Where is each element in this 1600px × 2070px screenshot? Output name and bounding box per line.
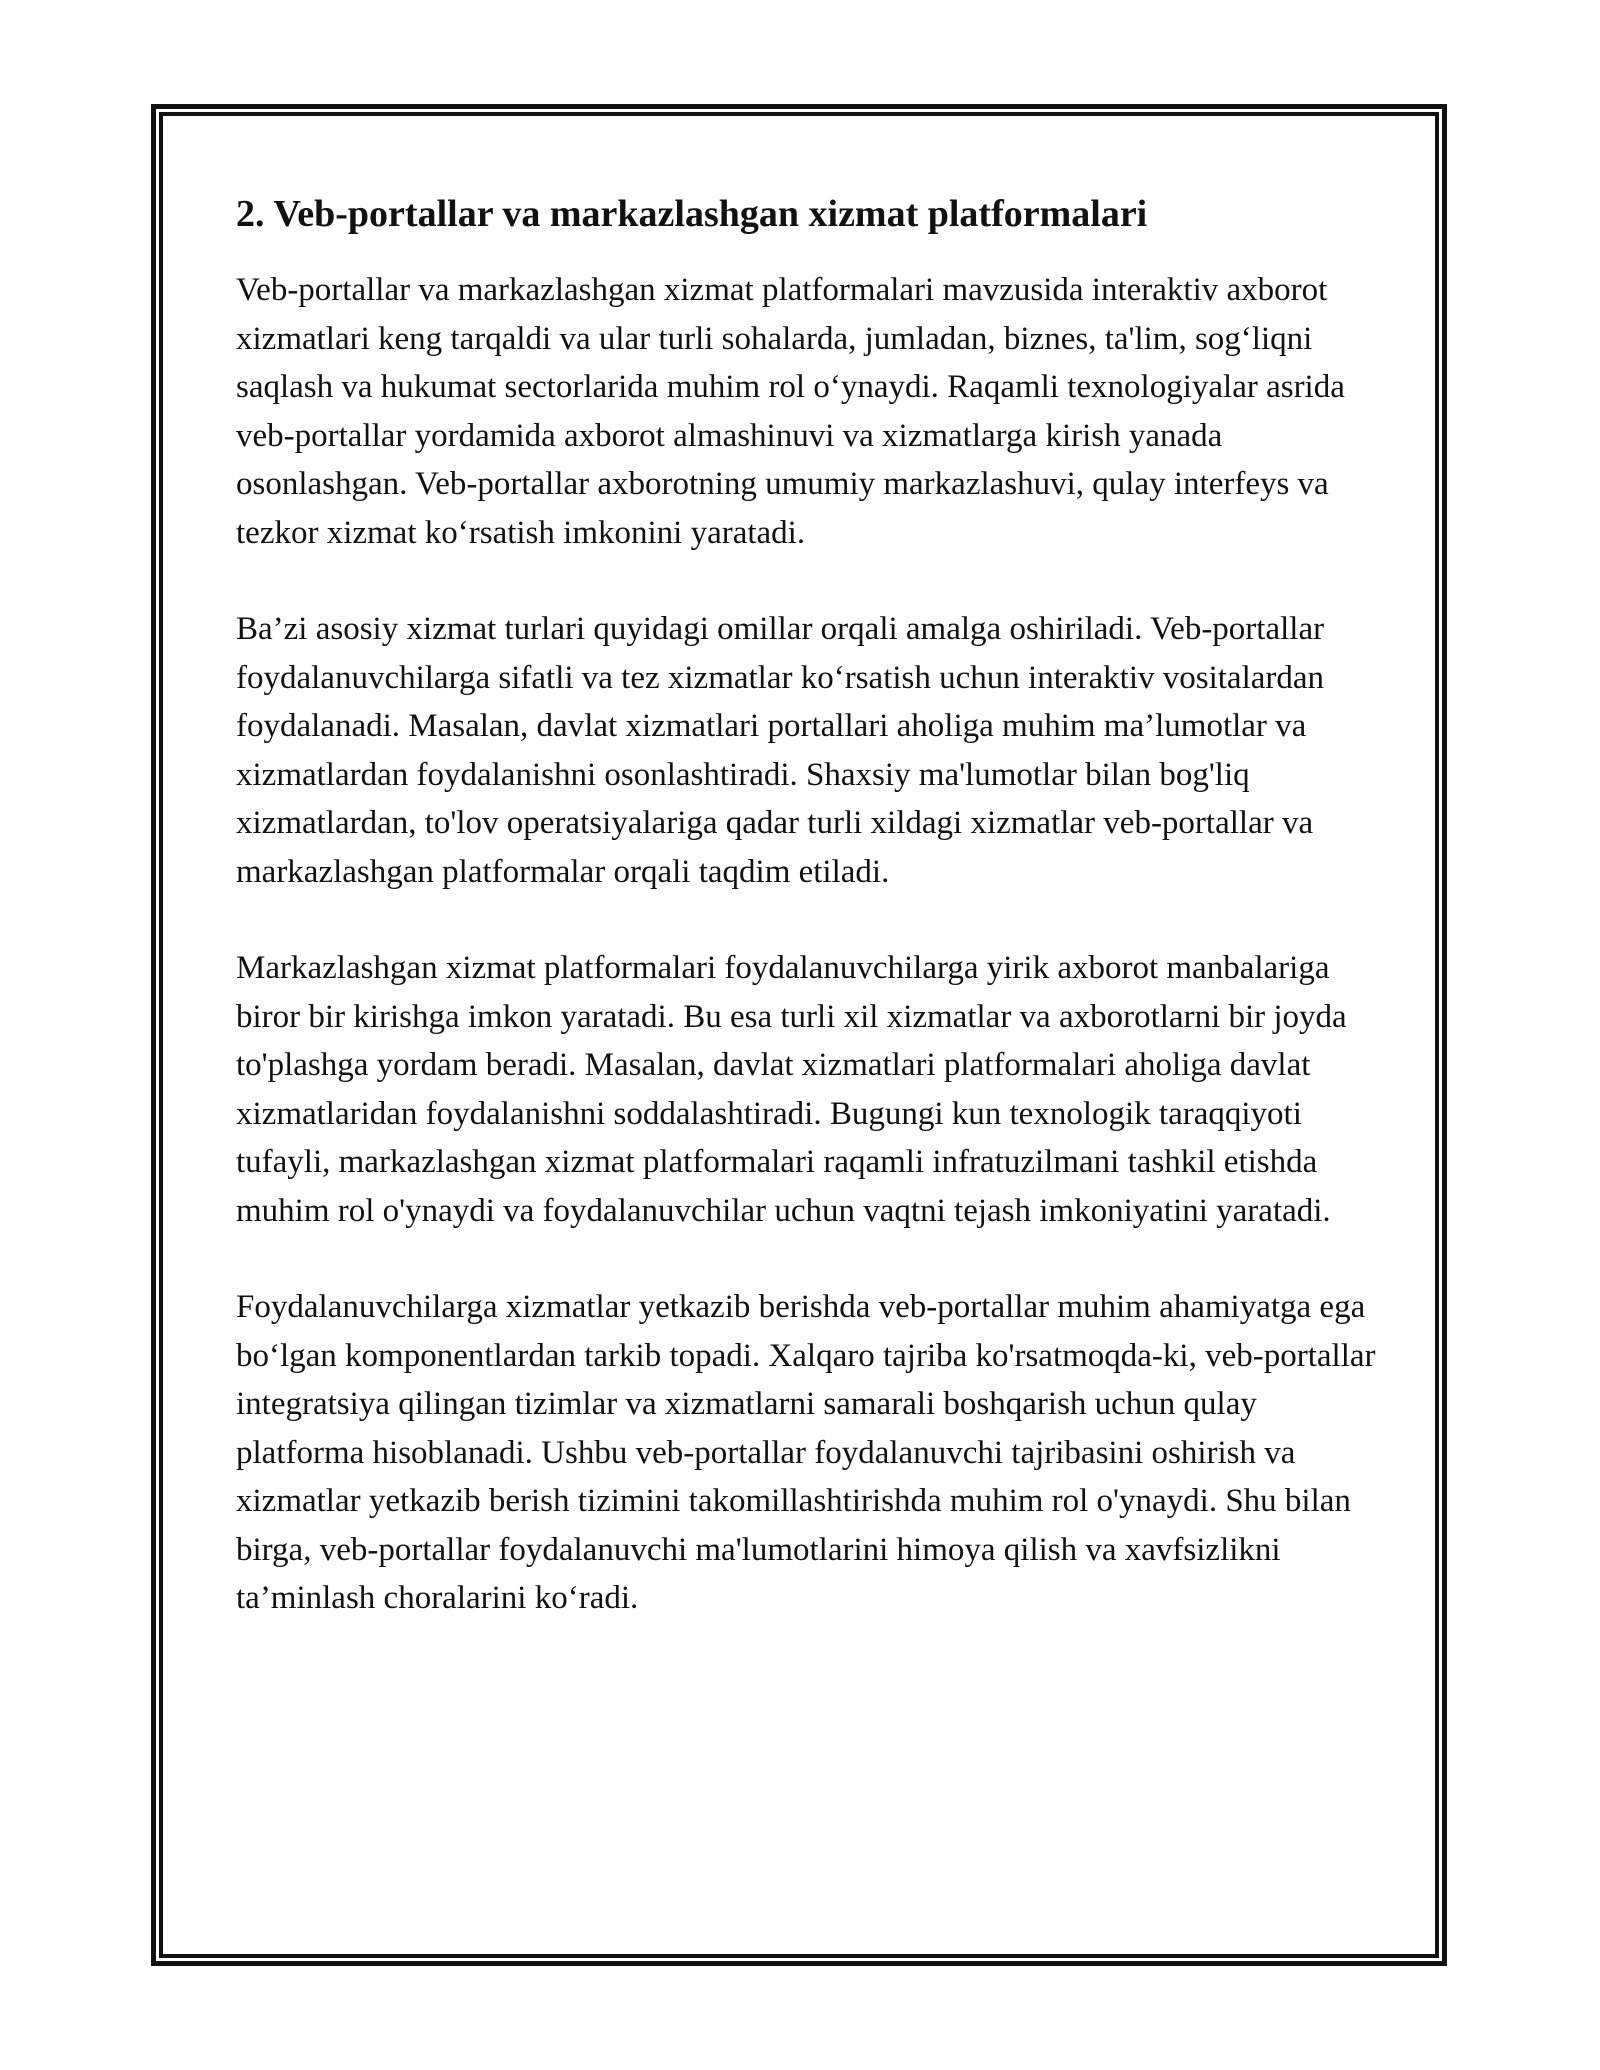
paragraph-2: Ba’zi asosiy xizmat turlari quyidagi omillar orqali amalga oshiriladi. Veb-portallar foydalanuvchilarga sifatli va tez xizmatlar ko‘rsatish uchun interaktiv vositalardan foydalanadi. Masalan, davlat xizmatlari portallari aholiga muhim ma’lumotlar va xizmatlardan foydalanishni osonlashtiradi. Shaxsiy ma'lumotlar bilan bog'liq xizmatlardan, to'lov operatsiyalariga qadar turli xildagi xizmatlar veb-portallar va markazlashgan platformalar orqali taqdim etiladi. <box>236 611 1325 890</box>
paragraph-1: Veb-portallar va markazlashgan xizmat platformalari mavzusida interaktiv axborot xizmatlari keng tarqaldi va ular turli sohalarda, jumladan, biznes, ta'lim, sog‘liqni saqlash va hukumat sectorlarida muhim rol o‘ynaydi. Raqamli texnologiyalar asrida veb-portallar yordamida axborot almashinuvi va xizmatlarga kirish yanada osonlashgan. Veb-portallar axborotning umumiy markazlashuvi, qulay interfeys va tezkor xizmat ko‘rsatish imkonini yaratadi. <box>236 272 1345 551</box>
paragraph-3: Markazlashgan xizmat platformalari foydalanuvchilarga yirik axborot manbalariga biror bir kirishga imkon yaratadi. Bu esa turli xil xizmatlar va axborotlarni bir joyda to'plashga yordam beradi. Masalan, davlat xizmatlari platformalari aholiga davlat xizmatlaridan foydalanishni soddalashtiradi. Bugungi kun texnologik taraqqiyoti tufayli, markazlashgan xizmat platformalari raqamli infratuzilmani tashkil etishda muhim rol o'ynaydi va foydalanuvchilar uchun vaqtni tejash imkoniyatini yaratadi. <box>236 950 1347 1229</box>
paragraph-4: Foydalanuvchilarga xizmatlar yetkazib berishda veb-portallar muhim ahamiyatga ega bo‘lgan komponentlardan tarkib topadi. Xalqaro tajriba ko'rsatmoqda-ki, veb-portallar integratsiya qilingan tizimlar va xizmatlarni samarali boshqarish uchun qulay platforma hisoblanadi. Ushbu veb-portallar foydalanuvchi tajribasini oshirish va xizmatlar yetkazib berish tizimini takomillashtirishda muhim rol o'ynaydi. Shu bilan birga, veb-portallar foydalanuvchi ma'lumotlarini himoya qilish va xavfsizlikni ta’minlash choralarini ko‘radi. <box>236 1289 1376 1616</box>
section-heading: 2. Veb-portallar va markazlashgan xizmat platformalari <box>236 193 1148 235</box>
document-body <box>236 186 1386 1671</box>
